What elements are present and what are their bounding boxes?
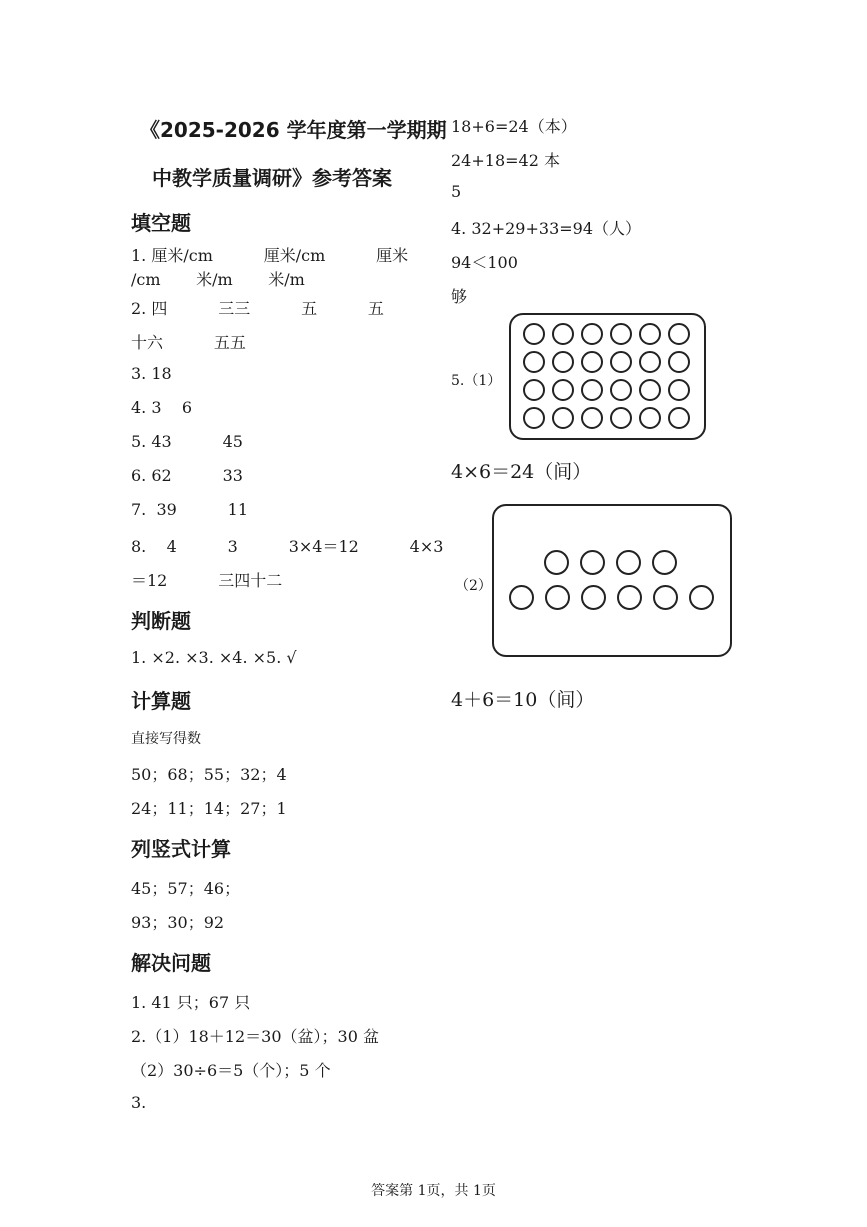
circle-grid-picture: [509, 313, 706, 440]
judge-answers: 1. ×2. ×3. ×4. ×5. √: [131, 648, 297, 667]
solve-line-4: 3.: [131, 1093, 147, 1112]
calc-line-2: 24；11；14；27；1: [131, 799, 287, 818]
circle: [552, 407, 574, 429]
solve-line-2: 2.（1）18＋12＝30（盆）；30 盆: [131, 1027, 379, 1046]
solve-line-1: 1. 41 只；67 只: [131, 993, 251, 1012]
circle: [639, 379, 661, 401]
section-heading-fill: 填空题: [131, 211, 191, 235]
circle: [639, 407, 661, 429]
picture-1-result: 4×6＝24（间）: [451, 461, 592, 483]
circle: [616, 550, 641, 575]
circle: [523, 379, 545, 401]
circle: [523, 323, 545, 345]
circle: [689, 585, 714, 610]
column-line-2: 93；30；92: [131, 913, 225, 932]
calc-line-1: 50；68；55；32；4: [131, 765, 287, 784]
circle: [610, 323, 632, 345]
circle: [545, 585, 570, 610]
fill-line-1-cont: /cm 米/m 米/m: [131, 270, 305, 289]
fill-line-2-cont: 十六 五五: [131, 333, 246, 352]
right-line-3: 5: [451, 182, 462, 201]
calc-subheading: 直接写得数: [131, 731, 201, 747]
page-title-line-1: 《2025-2026 学年度第一学期期: [140, 118, 447, 142]
section-heading-judge: 判断题: [131, 609, 191, 633]
right-line-2: 24+18=42 本: [451, 151, 560, 170]
circle: [652, 550, 677, 575]
solve-line-3: （2）30÷6＝5（个）；5 个: [131, 1061, 331, 1080]
circle: [610, 351, 632, 373]
circle: [581, 323, 603, 345]
circle: [552, 351, 574, 373]
right-line-6: 够: [451, 287, 468, 306]
page-title-line-2: 中教学质量调研》参考答案: [152, 166, 392, 190]
circle: [581, 379, 603, 401]
fill-line-2: 2. 四 三三 五 五: [131, 299, 384, 318]
circle: [610, 379, 632, 401]
fill-line-8: 8. 4 3 3×4＝12 4×3: [131, 537, 444, 556]
circle: [653, 585, 678, 610]
right-line-5: 94＜100: [451, 253, 518, 272]
circle: [544, 550, 569, 575]
section-heading-column: 列竖式计算: [131, 837, 231, 861]
circle: [639, 323, 661, 345]
section-heading-calc: 计算题: [131, 689, 191, 713]
fill-line-7: 7. 39 11: [131, 500, 249, 519]
fill-line-3: 3. 18: [131, 364, 172, 383]
right-line-4: 4. 32+29+33=94（人）: [451, 219, 642, 238]
fill-line-6: 6. 62 33: [131, 466, 243, 485]
column-line-1: 45；57；46；: [131, 879, 241, 898]
circle: [668, 379, 690, 401]
picture-1-label: 5.（1）: [451, 373, 502, 389]
fill-line-8-cont: ＝12 三四十二: [131, 571, 283, 590]
fill-line-5: 5. 43 45: [131, 432, 243, 451]
page-footer: 答案第 1页，共 1页: [371, 1183, 496, 1199]
circle: [668, 351, 690, 373]
section-heading-solve: 解决问题: [131, 951, 211, 975]
circle: [581, 585, 606, 610]
picture-2-label: （2）: [455, 578, 492, 594]
circle: [523, 407, 545, 429]
circle: [668, 407, 690, 429]
circle: [509, 585, 534, 610]
fill-line-4: 4. 3 6: [131, 398, 193, 417]
circle: [610, 407, 632, 429]
circle: [581, 407, 603, 429]
circle: [639, 351, 661, 373]
circle: [581, 351, 603, 373]
picture-2-result: 4＋6＝10（间）: [451, 689, 595, 711]
circle: [523, 351, 545, 373]
circle: [668, 323, 690, 345]
right-line-1: 18+6=24（本）: [451, 117, 577, 136]
circle: [617, 585, 642, 610]
circle-rows-picture: [492, 504, 732, 657]
circle: [552, 379, 574, 401]
circle: [580, 550, 605, 575]
fill-line-1: 1. 厘米/cm 厘米/cm 厘米: [131, 246, 409, 265]
circle: [552, 323, 574, 345]
